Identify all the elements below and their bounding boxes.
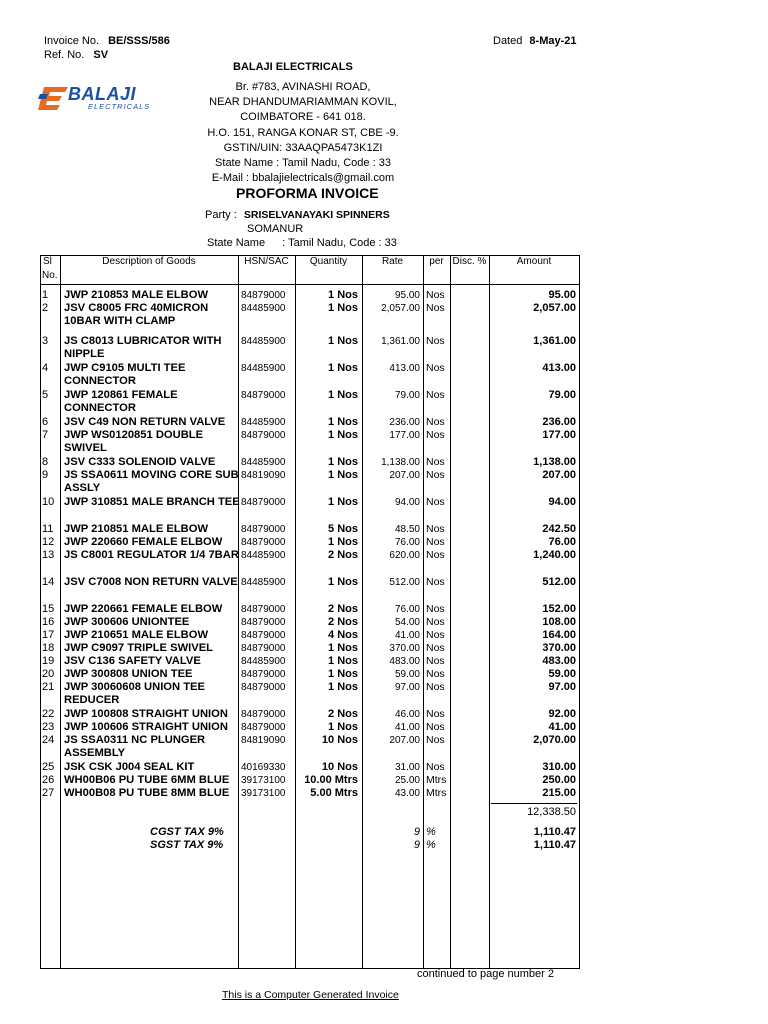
row-rate: 97.00 (394, 682, 420, 693)
row-hsn: 84879000 (241, 617, 286, 628)
row-amount: 250.00 (542, 774, 576, 786)
row-quantity: 1 Nos (328, 362, 358, 374)
row-rate: 95.00 (394, 290, 420, 301)
row-per: Nos (426, 469, 445, 481)
row-description: JWP WS0120851 DOUBLE SWIVEL (64, 429, 204, 454)
row-hsn: 84879000 (241, 390, 286, 401)
address-line: NEAR DHANDUMARIAMMAN KOVIL, (209, 96, 397, 109)
row-rate: 94.00 (394, 497, 420, 508)
row-per: Nos (426, 456, 445, 468)
row-sl-number: 1 (42, 289, 49, 301)
row-sl-number: 12 (42, 536, 55, 548)
party-state-line (207, 237, 397, 249)
row-description: JWP 300606 UNIONTEE (64, 616, 190, 628)
row-hsn: 40169330 (241, 762, 286, 773)
ref-label: Ref. No. (44, 49, 85, 61)
document-title: PROFORMA INVOICE (236, 185, 379, 201)
row-sl-number: 20 (42, 668, 55, 680)
row-description: JWP 210651 MALE ELBOW (64, 629, 209, 641)
row-hsn: 39173100 (241, 775, 286, 786)
row-quantity: 5 Nos (328, 523, 358, 535)
row-quantity: 1 Nos (328, 576, 358, 588)
row-per: Nos (426, 761, 445, 773)
row-description: JSV C136 SAFETY VALVE (64, 655, 201, 667)
row-quantity: 5.00 Mtrs (310, 787, 358, 799)
row-hsn: 84485900 (241, 577, 286, 588)
row-amount: 370.00 (542, 642, 576, 654)
row-hsn: 84879000 (241, 709, 286, 720)
row-description: JWP 120861 FEMALE CONNECTOR (64, 389, 178, 414)
continued-note: continued to page number 2 (417, 968, 554, 980)
row-amount: 413.00 (542, 362, 576, 374)
row-per: Nos (426, 655, 445, 667)
col-header-per: per (429, 256, 444, 267)
row-description: JWP 100808 STRAIGHT UNION (64, 708, 228, 720)
logo-subtext: ELECTRICALS (88, 102, 151, 111)
row-description: JS SSA0611 MOVING CORE SUB ASSLY (64, 469, 239, 494)
logo-mark-icon (38, 84, 72, 112)
row-sl-number: 25 (42, 761, 55, 773)
state-line: State Name : Tamil Nadu, Code : 33 (215, 157, 391, 170)
row-sl-number: 17 (42, 629, 55, 641)
row-hsn: 84879000 (241, 604, 286, 615)
row-sl-number: 23 (42, 721, 55, 733)
row-amount: 242.50 (542, 523, 576, 535)
row-per: Nos (426, 721, 445, 733)
row-sl-number: 8 (42, 456, 49, 468)
col-border (450, 255, 451, 969)
row-amount: 1,138.00 (533, 456, 576, 468)
row-hsn: 84485900 (241, 550, 286, 561)
row-per: Nos (426, 302, 445, 314)
row-quantity: 1 Nos (328, 496, 358, 508)
row-hsn: 84485900 (241, 417, 286, 428)
row-rate: 207.00 (389, 735, 420, 746)
row-rate: 41.00 (394, 630, 420, 641)
date-line (493, 35, 577, 47)
row-description: JSV C7008 NON RETURN VALVE (64, 576, 238, 588)
row-per: Nos (426, 708, 445, 720)
ref-number: SV (93, 49, 109, 61)
row-quantity: 1 Nos (328, 289, 358, 301)
row-hsn: 84819090 (241, 470, 286, 481)
row-sl-number: 10 (42, 496, 55, 508)
row-per: Nos (426, 289, 445, 301)
address-line: COIMBATORE - 641 018. (240, 111, 366, 124)
cgst-pct: % (426, 826, 436, 838)
party-line (205, 209, 390, 221)
row-hsn: 84819090 (241, 735, 286, 746)
row-rate: 512.00 (389, 577, 420, 588)
col-header-sl: Sl (43, 256, 52, 267)
row-sl-number: 13 (42, 549, 55, 561)
row-hsn: 84879000 (241, 630, 286, 641)
row-rate: 370.00 (389, 643, 420, 654)
party-state-value: : Tamil Nadu, Code : 33 (282, 237, 397, 249)
row-per: Nos (426, 629, 445, 641)
row-quantity: 2 Nos (328, 549, 358, 561)
row-per: Mtrs (426, 774, 447, 786)
row-quantity: 1 Nos (328, 302, 358, 314)
row-quantity: 1 Nos (328, 681, 358, 693)
row-description: JWP 220660 FEMALE ELBOW (64, 536, 223, 548)
row-sl-number: 3 (42, 335, 49, 347)
row-amount: 97.00 (548, 681, 576, 693)
row-quantity: 1 Nos (328, 429, 358, 441)
row-sl-number: 6 (42, 416, 49, 428)
row-per: Nos (426, 642, 445, 654)
row-description: JWP C9097 TRIPLE SWIVEL (64, 642, 213, 654)
col-header-quantity: Quantity (309, 256, 348, 267)
email-line: E-Mail : bbalajielectricals@gmail.com (211, 172, 395, 185)
row-description: JWP 100606 STRAIGHT UNION (64, 721, 228, 733)
dated-label: Dated (493, 35, 523, 47)
row-per: Nos (426, 603, 445, 615)
row-per: Nos (426, 416, 445, 428)
row-amount: 164.00 (542, 629, 576, 641)
row-per: Nos (426, 734, 445, 746)
address-line: Br. #783, AVINASHI ROAD, (235, 81, 371, 93)
col-header-rate: Rate (381, 256, 404, 267)
row-amount: 92.00 (548, 708, 576, 720)
row-amount: 215.00 (542, 787, 576, 799)
row-description: JWP 220661 FEMALE ELBOW (64, 603, 223, 615)
row-per: Nos (426, 523, 445, 535)
row-sl-number: 5 (42, 389, 49, 401)
row-sl-number: 24 (42, 734, 55, 746)
row-rate: 79.00 (394, 390, 420, 401)
row-hsn: 84879000 (241, 430, 286, 441)
cgst-rate: 9 (413, 826, 420, 838)
row-description: JWP 210851 MALE ELBOW (64, 523, 209, 535)
row-sl-number: 16 (42, 616, 55, 628)
row-quantity: 1 Nos (328, 642, 358, 654)
row-description: JWP C9105 MULTI TEE CONNECTOR (64, 362, 186, 387)
row-description: JWP 30060608 UNION TEE REDUCER (64, 681, 205, 706)
sgst-label: SGST TAX 9% (150, 839, 224, 851)
party-label: Party : (205, 209, 237, 221)
cgst-amount: 1,110.47 (533, 826, 576, 838)
row-description: JSV C8005 FRC 40MICRON 10BAR WITH CLAMP (64, 302, 209, 327)
row-quantity: 4 Nos (328, 629, 358, 641)
ref-number-line (44, 49, 108, 61)
col-header-amount: Amount (516, 256, 552, 267)
logo-text: BALAJI (68, 84, 137, 104)
row-rate: 76.00 (394, 604, 420, 615)
row-sl-number: 7 (42, 429, 49, 441)
row-sl-number: 2 (42, 302, 49, 314)
row-quantity: 1 Nos (328, 536, 358, 548)
row-per: Nos (426, 389, 445, 401)
row-quantity: 1 Nos (328, 389, 358, 401)
row-per: Nos (426, 429, 445, 441)
row-per: Nos (426, 536, 445, 548)
party-name: SRISELVANAYAKI SPINNERS (243, 209, 390, 221)
row-amount: 41.00 (548, 721, 576, 733)
row-quantity: 2 Nos (328, 708, 358, 720)
row-amount: 1,240.00 (533, 549, 576, 561)
col-border (60, 255, 61, 969)
col-border (40, 255, 41, 969)
row-per: Nos (426, 576, 445, 588)
row-sl-number: 11 (42, 523, 54, 535)
row-hsn: 84879000 (241, 497, 286, 508)
col-header-disc: Disc. % (452, 256, 487, 267)
row-sl-number: 14 (42, 576, 55, 588)
items-table (40, 255, 580, 969)
row-description: JSK CSK J004 SEAL KIT (64, 761, 195, 773)
header-bottom-border (40, 284, 580, 285)
row-per: Nos (426, 335, 445, 347)
row-description: WH00B08 PU TUBE 8MM BLUE (64, 787, 230, 799)
row-sl-number: 18 (42, 642, 55, 654)
computer-generated-note: This is a Computer Generated Invoice (222, 989, 399, 1001)
row-amount: 79.00 (548, 389, 576, 401)
row-hsn: 39173100 (241, 788, 286, 799)
row-hsn: 84485900 (241, 457, 286, 468)
row-rate: 2,057.00 (381, 303, 420, 314)
row-rate: 48.50 (394, 524, 420, 535)
row-hsn: 84485900 (241, 656, 286, 667)
row-sl-number: 26 (42, 774, 55, 786)
row-description: JS C8013 LUBRICATOR WITH NIPPLE (64, 335, 222, 360)
row-hsn: 84879000 (241, 524, 286, 535)
party-state-label: State Name (207, 237, 266, 249)
subtotal-amount: 12,338.50 (527, 806, 576, 818)
row-quantity: 2 Nos (328, 603, 358, 615)
row-description: JSV C333 SOLENOID VALVE (64, 456, 216, 468)
row-amount: 177.00 (542, 429, 576, 441)
row-amount: 1,361.00 (533, 335, 576, 347)
row-description: JS SSA0311 NC PLUNGER ASSEMBLY (64, 734, 206, 759)
row-rate: 483.00 (389, 656, 420, 667)
row-rate: 1,361.00 (381, 336, 420, 347)
row-amount: 2,057.00 (533, 302, 576, 314)
row-amount: 2,070.00 (533, 734, 576, 746)
row-amount: 95.00 (548, 289, 576, 301)
row-per: Nos (426, 616, 445, 628)
row-rate: 43.00 (394, 788, 420, 799)
row-rate: 177.00 (389, 430, 420, 441)
row-amount: 207.00 (542, 469, 576, 481)
row-amount: 59.00 (548, 668, 576, 680)
row-hsn: 84879000 (241, 537, 286, 548)
row-rate: 59.00 (394, 669, 420, 680)
row-hsn: 84879000 (241, 643, 286, 654)
row-description: JWP 310851 MALE BRANCH TEE (64, 496, 240, 508)
row-hsn: 84879000 (241, 682, 286, 693)
sgst-rate: 9 (413, 839, 420, 851)
row-quantity: 1 Nos (328, 335, 358, 347)
invoice-date: 8-May-21 (529, 35, 577, 47)
invoice-number-line (44, 35, 170, 47)
row-rate: 1,138.00 (381, 457, 420, 468)
row-sl-number: 4 (42, 362, 49, 374)
party-place: SOMANUR (247, 223, 304, 235)
row-per: Nos (426, 668, 445, 680)
row-sl-number: 9 (42, 469, 49, 481)
col-border (579, 255, 580, 969)
row-quantity: 1 Nos (328, 721, 358, 733)
row-quantity: 10.00 Mtrs (304, 774, 358, 786)
row-rate: 620.00 (389, 550, 420, 561)
subtotal-rule (491, 803, 577, 804)
row-per: Nos (426, 496, 445, 508)
row-sl-number: 21 (42, 681, 55, 693)
company-name: BALAJI ELECTRICALS (233, 61, 353, 73)
row-per: Nos (426, 362, 445, 374)
row-description: WH00B06 PU TUBE 6MM BLUE (64, 774, 230, 786)
row-amount: 236.00 (542, 416, 576, 428)
row-quantity: 1 Nos (328, 469, 358, 481)
row-hsn: 84879000 (241, 722, 286, 733)
row-rate: 54.00 (394, 617, 420, 628)
invoice-label: Invoice No. (44, 35, 100, 47)
col-border (423, 255, 424, 969)
row-per: Nos (426, 549, 445, 561)
row-hsn: 84879000 (241, 290, 286, 301)
row-description: JWP 300808 UNION TEE (64, 668, 193, 680)
row-hsn: 84879000 (241, 669, 286, 680)
row-description: JSV C49 NON RETURN VALVE (64, 416, 226, 428)
row-amount: 310.00 (542, 761, 576, 773)
company-logo (38, 84, 151, 112)
row-rate: 76.00 (394, 537, 420, 548)
col-header-sl-no: No. (42, 270, 58, 281)
row-quantity: 1 Nos (328, 456, 358, 468)
row-quantity: 1 Nos (328, 668, 358, 680)
gstin-line: GSTIN/UIN: 33AAQPA5473K1ZI (223, 141, 383, 154)
col-header-description: Description of Goods (102, 256, 196, 267)
row-amount: 76.00 (548, 536, 576, 548)
row-amount: 94.00 (548, 496, 576, 508)
row-description: JS C8001 REGULATOR 1/4 7BAR (64, 549, 239, 561)
row-sl-number: 27 (42, 787, 55, 799)
row-rate: 207.00 (389, 470, 420, 481)
row-quantity: 10 Nos (321, 761, 358, 773)
row-hsn: 84485900 (241, 363, 286, 374)
invoice-number: BE/SSS/586 (108, 35, 170, 47)
row-sl-number: 15 (42, 603, 55, 615)
col-border (489, 255, 490, 969)
sgst-amount: 1,110.47 (533, 839, 576, 851)
row-quantity: 10 Nos (321, 734, 358, 746)
row-per: Mtrs (426, 787, 447, 799)
row-rate: 31.00 (394, 762, 420, 773)
row-quantity: 2 Nos (328, 616, 358, 628)
row-description: JWP 210853 MALE ELBOW (64, 289, 209, 301)
row-amount: 512.00 (542, 576, 576, 588)
sgst-pct: % (426, 839, 436, 851)
cgst-label: CGST TAX 9% (150, 826, 224, 838)
row-hsn: 84485900 (241, 336, 286, 347)
row-hsn: 84485900 (241, 303, 286, 314)
row-amount: 483.00 (542, 655, 576, 667)
row-amount: 108.00 (542, 616, 576, 628)
row-rate: 41.00 (394, 722, 420, 733)
col-header-hsn: HSN/SAC (244, 256, 289, 267)
row-sl-number: 19 (42, 655, 55, 667)
row-quantity: 1 Nos (328, 416, 358, 428)
row-rate: 25.00 (394, 775, 420, 786)
row-amount: 152.00 (542, 603, 576, 615)
row-rate: 413.00 (389, 363, 420, 374)
row-sl-number: 22 (42, 708, 55, 720)
row-rate: 46.00 (394, 709, 420, 720)
address-line: H.O. 151, RANGA KONAR ST, CBE -9. (207, 126, 399, 139)
row-rate: 236.00 (389, 417, 420, 428)
row-quantity: 1 Nos (328, 655, 358, 667)
row-per: Nos (426, 681, 445, 693)
company-address (165, 80, 441, 186)
